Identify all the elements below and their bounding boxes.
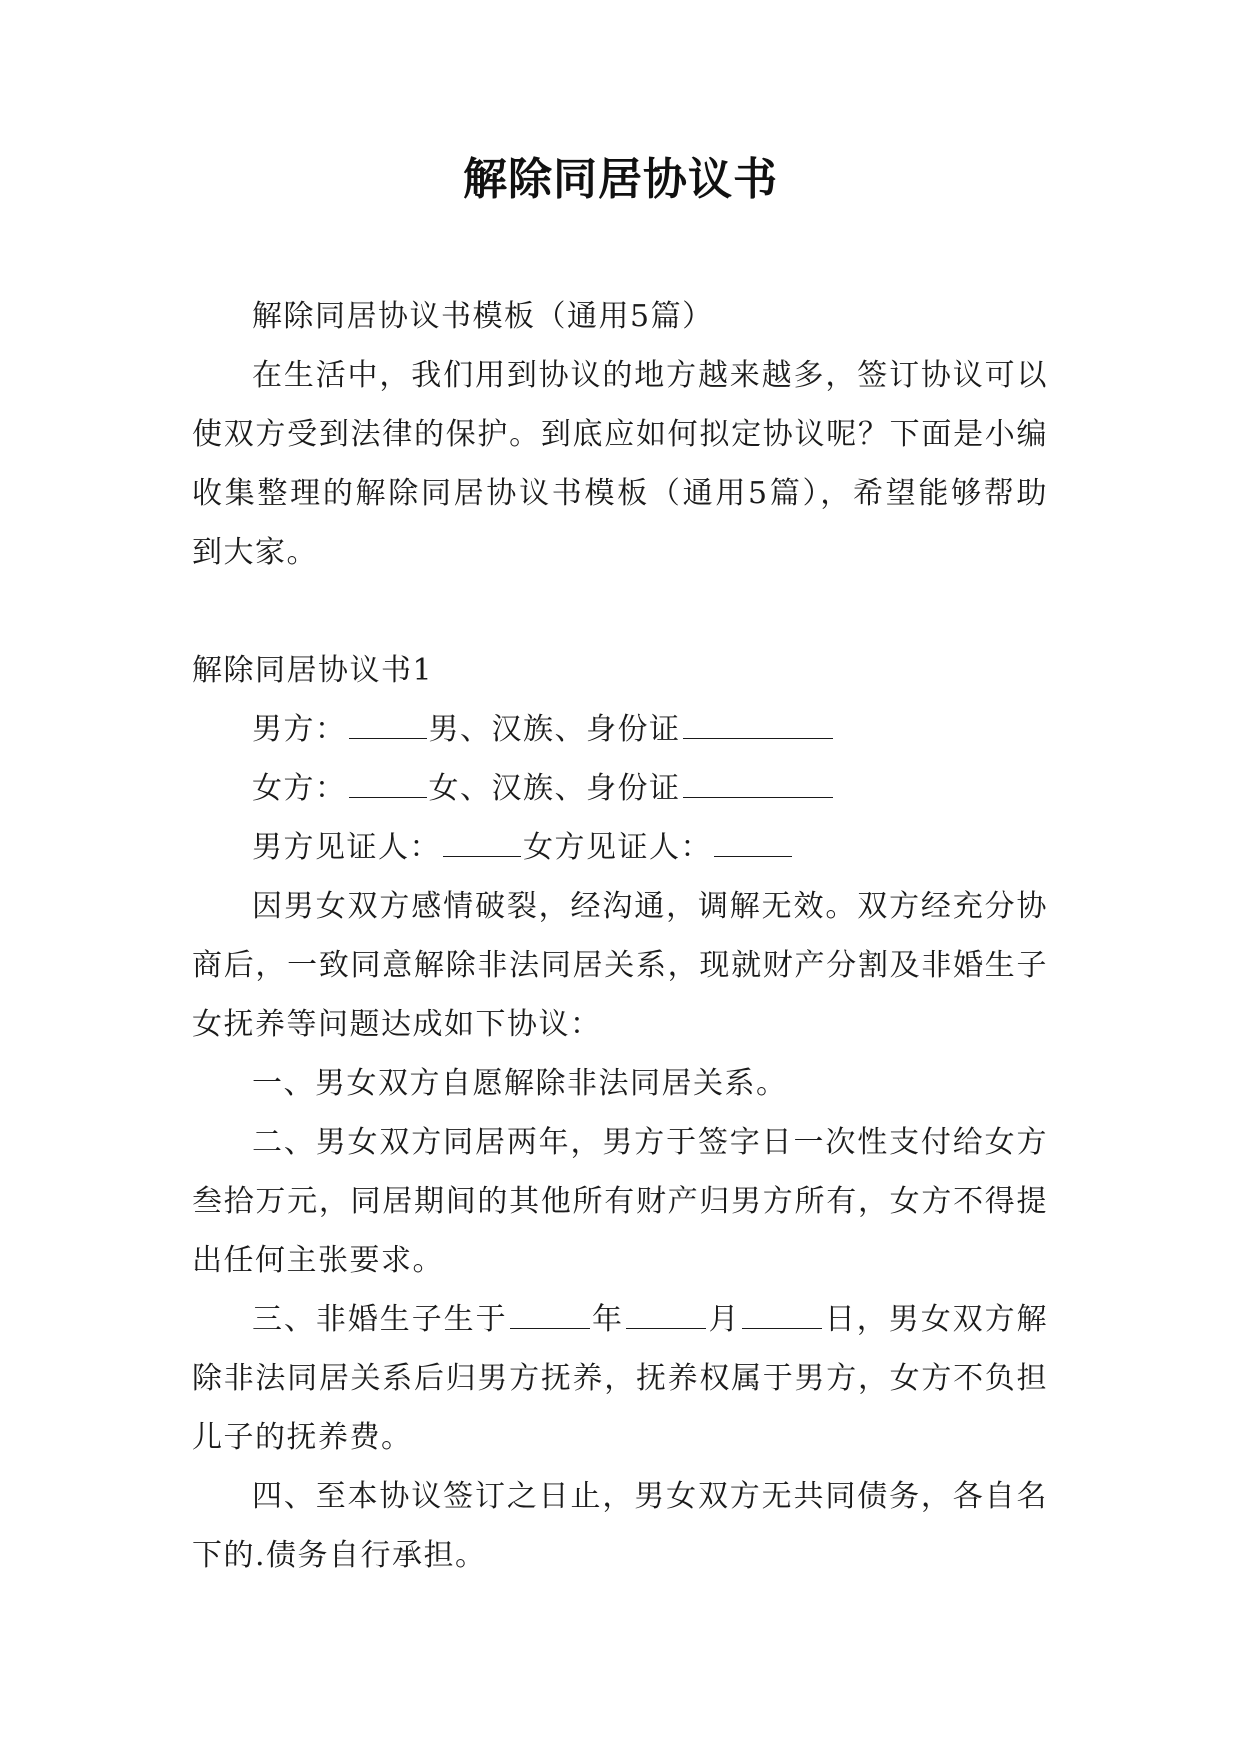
year-unit: 年 [591, 1302, 624, 1337]
clause-3 [192, 1290, 1048, 1467]
female-party-label: 女方： [252, 771, 347, 806]
male-party-text: 男、汉族、身份证 [428, 712, 681, 747]
female-party-text: 女、汉族、身份证 [428, 771, 681, 806]
female-name-blank [349, 766, 427, 799]
male-witness-blank [443, 825, 521, 858]
female-witness-label: 女方见证人： [523, 830, 712, 865]
document-body [192, 287, 1048, 1585]
subtitle-paragraph: 解除同居协议书模板（通用5篇） [252, 299, 714, 334]
witness-line [192, 818, 1048, 877]
birth-day-blank [742, 1297, 822, 1330]
female-party-line [192, 759, 1048, 818]
clause-3-rest: 日，男女双方解除非法同居关系后归男方抚养，抚养权属于男方，女方不负担儿子的抚养费。 [192, 1302, 1049, 1455]
male-witness-label: 男方见证人： [252, 830, 441, 865]
female-witness-blank [714, 825, 792, 858]
month-unit: 月 [708, 1302, 741, 1337]
intro-paragraph: 在生活中，我们用到协议的地方越来越多，签订协议可以使双方受到法律的保护。到底应如何拟定协议呢？下面是小编收集整理的解除同居协议书模板（通用5篇），希望能够帮助到大家。 [192, 358, 1048, 570]
document-title: 解除同居协议书 [463, 154, 778, 205]
male-party-label: 男方： [252, 712, 347, 747]
female-id-blank [683, 766, 833, 799]
male-party-line [192, 700, 1048, 759]
male-id-blank [683, 707, 833, 740]
clause-1: 一、男女双方自愿解除非法同居关系。 [252, 1066, 788, 1101]
male-name-blank [349, 707, 427, 740]
birth-year-blank [510, 1297, 590, 1330]
paragraph-spacer [192, 582, 1048, 641]
clause-4: 四、至本协议签订之日止，男女双方无共同债务，各自名下的.债务自行承担。 [192, 1479, 1048, 1573]
section-heading: 解除同居协议书1 [192, 653, 434, 688]
clause-2: 二、男女双方同居两年，男方于签字日一次性支付给女方叁拾万元，同居期间的其他所有财产归男方所有，女方不得提出任何主张要求。 [192, 1125, 1048, 1278]
birth-month-blank [626, 1297, 706, 1330]
clause-3-lead: 三、非婚生子生于 [252, 1302, 508, 1337]
preamble-paragraph: 因男女双方感情破裂，经沟通，调解无效。双方经充分协商后，一致同意解除非法同居关系，现就财产分割及非婚生子女抚养等问题达成如下协议： [192, 889, 1048, 1042]
